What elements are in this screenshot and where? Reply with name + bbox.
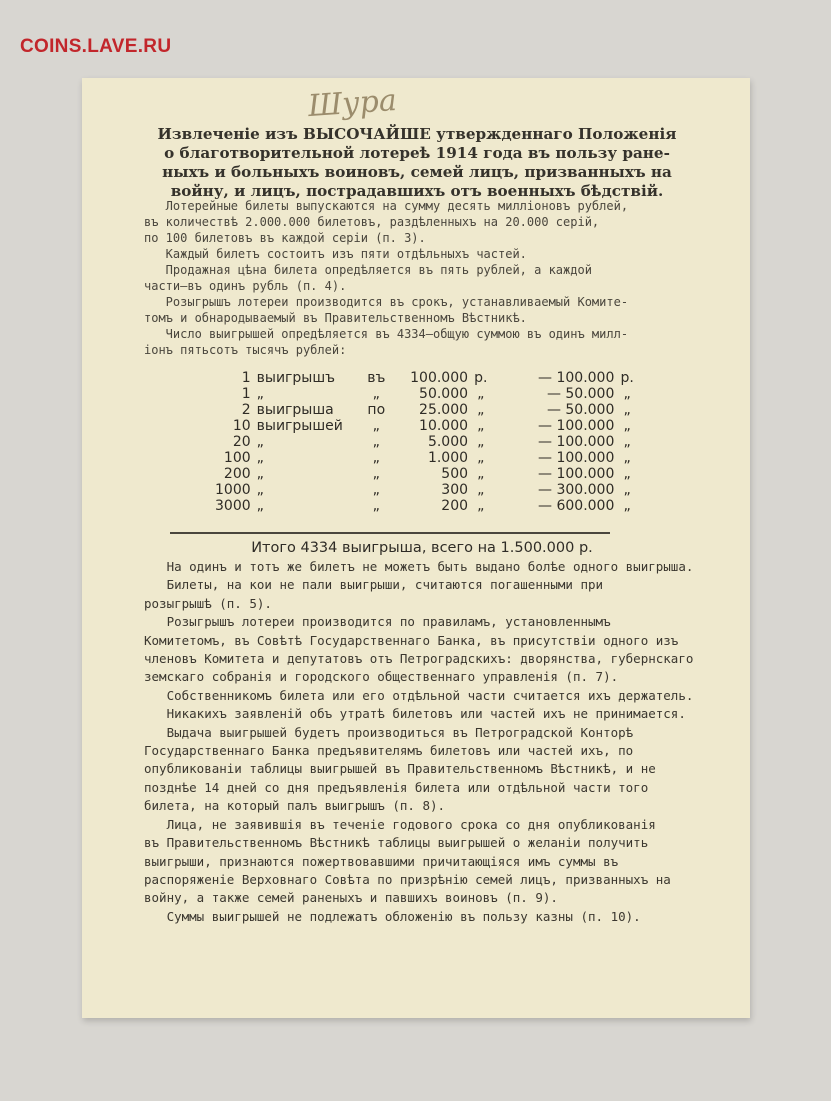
text-line: розыгрышѣ (п. 5). xyxy=(144,595,272,611)
text-line: выигрыши, признаются пожертвовавшими причитающіяся имъ суммы въ xyxy=(144,853,619,869)
prize-cell: 300 xyxy=(441,482,469,498)
prize-cell: — 100.000 xyxy=(538,434,615,450)
prize-row xyxy=(180,498,640,514)
prize-cell: выигрышъ xyxy=(256,370,336,386)
lottery-ticket-reverse xyxy=(82,78,750,1018)
prize-cell: 1 xyxy=(241,386,251,402)
prize-cell: „ xyxy=(477,466,485,482)
text-line: Розыгрышъ лотереи производится въ срокъ, устанавливаемый Комите- xyxy=(144,295,629,309)
text-line: въ Правительственномъ Вѣстникѣ таблицы выигрышей о желаніи получить xyxy=(144,835,649,851)
prize-row xyxy=(180,402,640,418)
text-line: Собственникомъ билета или его отдѣльной части считается ихъ держатель. xyxy=(144,687,694,703)
prize-cell: „ xyxy=(372,466,380,482)
prize-cell: — 50.000 xyxy=(546,386,615,402)
prize-cell: „ xyxy=(623,386,631,402)
prize-cell: „ xyxy=(372,498,380,514)
text-line: Комитетомъ, въ Совѣтѣ Государственнаго Банка, въ присутствіи одного изъ xyxy=(144,632,679,648)
prize-cell: „ xyxy=(256,466,264,482)
text-line: іонъ пятьсотъ тысячъ рублей: xyxy=(144,343,347,357)
prize-cell: „ xyxy=(623,498,631,514)
text-line: войну, а также семей раненыхъ и павшихъ воиновъ (п. 9). xyxy=(144,890,558,906)
heading-line: войну, и лицъ, пострадавшихъ отъ военныхъ бѣдствій. xyxy=(170,182,664,200)
prize-cell: „ xyxy=(256,498,264,514)
text-line: Число выигрышей опредѣляется въ 4334—общую суммою въ одинъ милл- xyxy=(144,327,629,341)
prize-cell: „ xyxy=(256,434,264,450)
prize-row xyxy=(180,466,640,482)
text-line: томъ и обнародываемый въ Правительственномъ Вѣстникѣ. xyxy=(144,311,527,325)
prize-cell: 1 xyxy=(241,370,251,386)
heading-line: ныхъ и больныхъ воиновъ, семей лицъ, призванныхъ на xyxy=(162,163,672,181)
prize-cell: „ xyxy=(623,482,631,498)
prize-cell: „ xyxy=(256,386,264,402)
prize-cell: выигрышей xyxy=(256,418,343,434)
prize-cell: — 600.000 xyxy=(538,498,615,514)
prize-cell: „ xyxy=(477,386,485,402)
prize-cell: „ xyxy=(477,482,485,498)
text-line: билета, на который палъ выигрышъ (п. 8). xyxy=(144,798,446,814)
text-line: Выдача выигрышей будетъ производиться въ Петроградской Конторѣ xyxy=(144,724,634,740)
prize-cell: 200 xyxy=(441,498,469,514)
text-line: распоряженіе Верховнаго Совѣта по призрѣнію семей лицъ, призванныхъ на xyxy=(144,871,671,887)
rules-paragraphs xyxy=(144,558,724,926)
text-line: земскаго собранія и городского общественнаго управленія (п. 7). xyxy=(144,669,619,685)
prize-cell: „ xyxy=(477,402,485,418)
prize-cell: „ xyxy=(372,434,380,450)
prize-cell: 25.000 xyxy=(419,402,469,418)
text-line: членовъ Комитета и депутатовъ отъ Петроградскихъ: дворянства, губернскаго xyxy=(144,651,694,667)
document-heading xyxy=(102,125,732,201)
prize-cell: 100 xyxy=(223,450,251,466)
prize-cell: „ xyxy=(623,402,631,418)
text-line: Лотерейные билеты выпускаются на сумму десять милліоновъ рублей, xyxy=(144,199,629,213)
prize-cell: „ xyxy=(372,386,380,402)
prize-cell: „ xyxy=(623,450,631,466)
prize-cell: 1.000 xyxy=(427,450,469,466)
prize-cell: „ xyxy=(477,434,485,450)
prize-cell: — 100.000 xyxy=(538,370,615,386)
prize-cell: — 100.000 xyxy=(538,418,615,434)
text-line: въ количествѣ 2.000.000 билетовъ, раздѣленныхъ на 20.000 серій, xyxy=(144,215,600,229)
text-line: Билеты, на кои не пали выигрыши, считаются погашенными при xyxy=(144,577,604,593)
prize-cell: по xyxy=(367,402,386,418)
prize-cell: выигрыша xyxy=(256,402,334,418)
handwritten-signature: Шура xyxy=(306,82,398,125)
prize-cell: „ xyxy=(477,418,485,434)
prize-cell: — 300.000 xyxy=(538,482,615,498)
prize-row xyxy=(180,450,640,466)
prize-row xyxy=(180,418,640,434)
text-line: Лица, не заявившія въ теченіе годового срока со дня опубликованія xyxy=(144,816,656,832)
prize-cell: — 50.000 xyxy=(546,402,615,418)
prize-cell: „ xyxy=(372,418,380,434)
text-line: Государственнаго Банка предъявителямъ билетовъ или частей ихъ, по xyxy=(144,743,634,759)
text-line: опубликованіи таблицы выигрышей въ Правительственномъ Вѣстникѣ, и не xyxy=(144,761,656,777)
prize-cell: 3000 xyxy=(215,498,251,514)
text-line: Продажная цѣна билета опредѣляется въ пять рублей, а каждой xyxy=(144,263,592,277)
prize-table xyxy=(180,370,640,514)
prize-cell: 20 xyxy=(232,434,251,450)
prize-cell: 10.000 xyxy=(419,418,469,434)
prize-row xyxy=(180,434,640,450)
prize-cell: 5.000 xyxy=(427,434,469,450)
prize-cell: въ xyxy=(367,370,386,386)
prize-cell: — 100.000 xyxy=(538,450,615,466)
text-line: по 100 билетовъ въ каждой серіи (п. 3). xyxy=(144,231,426,245)
prize-cell: — 100.000 xyxy=(538,466,615,482)
prize-cell: 1000 xyxy=(215,482,251,498)
prize-cell: „ xyxy=(372,450,380,466)
text-line: Суммы выигрышей не подлежатъ обложенію въ пользу казны (п. 10). xyxy=(144,908,641,924)
prize-total: Итого 4334 выигрыша, всего на 1.500.000 р. xyxy=(251,540,593,556)
text-line: Розыгрышъ лотереи производится по правиламъ, установленнымъ xyxy=(144,614,611,630)
heading-line: Извлеченіе изъ ВЫСОЧАЙШЕ утвержденнаго Положенія xyxy=(157,125,677,143)
prize-cell: 500 xyxy=(441,466,469,482)
prize-cell: 50.000 xyxy=(419,386,469,402)
prize-cell: „ xyxy=(256,482,264,498)
prize-row xyxy=(180,370,640,386)
divider-rule xyxy=(170,532,610,534)
prize-cell: „ xyxy=(477,498,485,514)
text-line: Каждый билетъ состоитъ изъ пяти отдѣльныхъ частей. xyxy=(144,247,527,261)
prize-cell: „ xyxy=(623,466,631,482)
prize-cell: 2 xyxy=(241,402,251,418)
prize-row xyxy=(180,386,640,402)
prize-cell: р. xyxy=(620,370,634,386)
text-line: части—въ одинъ рубль (п. 4). xyxy=(144,279,347,293)
prize-cell: „ xyxy=(623,434,631,450)
prize-row xyxy=(180,482,640,498)
text-line: позднѣе 14 дней со дня предъявленія билета или отдѣльной части того xyxy=(144,779,649,795)
prize-cell: 200 xyxy=(223,466,251,482)
watermark-text: COINS.LAVE.RU xyxy=(20,36,172,57)
prize-cell: „ xyxy=(477,450,485,466)
heading-line: о благотворительной лотереѣ 1914 года въ пользу ране- xyxy=(164,144,670,162)
prize-cell: 100.000 xyxy=(410,370,469,386)
prize-cell: 10 xyxy=(232,418,251,434)
prize-cell: р. xyxy=(474,370,488,386)
intro-paragraphs xyxy=(144,198,704,358)
text-line: Никакихъ заявленій объ утратѣ билетовъ или частей ихъ не принимается. xyxy=(144,706,686,722)
prize-cell: „ xyxy=(372,482,380,498)
text-line: На одинъ и тотъ же билетъ не можетъ быть выдано болѣе одного выигрыша. xyxy=(144,559,694,574)
prize-cell: „ xyxy=(623,418,631,434)
prize-cell: „ xyxy=(256,450,264,466)
